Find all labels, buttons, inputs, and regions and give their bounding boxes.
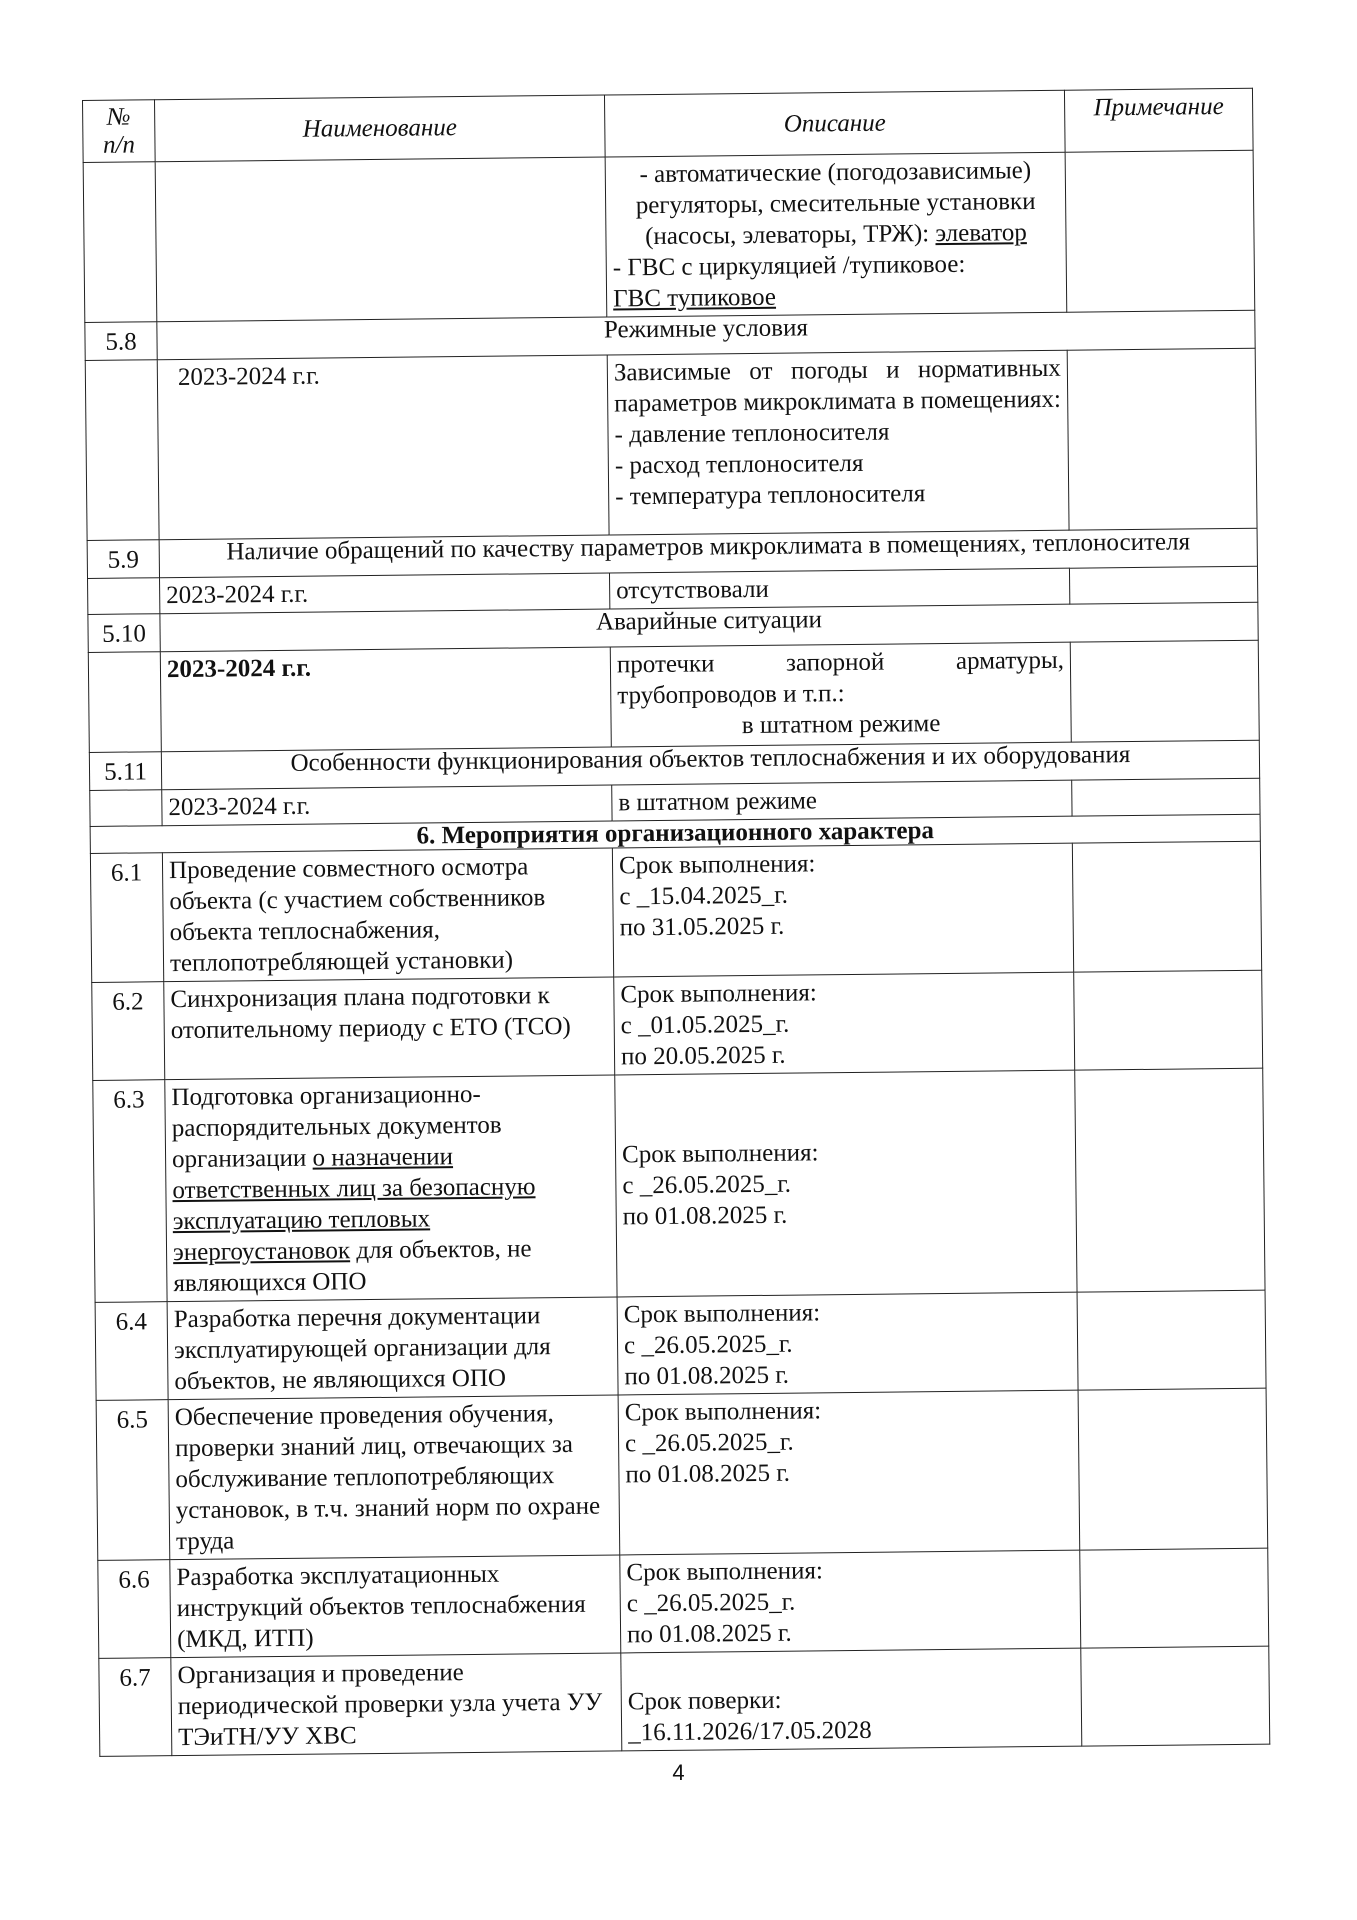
desc-text: - ГВС с циркуляцией /тупиковое:	[612, 250, 966, 282]
term-from: с _26.05.2025_г.	[624, 1428, 794, 1458]
desc-cell	[605, 152, 1067, 317]
period-cell: 2023-2024 г.г.	[157, 355, 609, 540]
desc-cell	[607, 350, 1069, 535]
period-cell: 2023-2024 г.г.	[162, 785, 612, 826]
term-cell	[614, 972, 1075, 1075]
row-number: 6.1	[90, 853, 163, 983]
table-wrapper	[82, 88, 1269, 1757]
row-number: 5.8	[85, 322, 157, 361]
name-cell: Разработка перечня документации эксплуатирующей организации для объектов, не являющихся ОПО	[167, 1297, 618, 1400]
table-row	[88, 640, 1259, 752]
table-row	[99, 1646, 1270, 1756]
header-desc: Описание	[604, 90, 1065, 157]
row-number: 6.7	[99, 1658, 172, 1757]
section-title: Наличие обращений по качеству параметров микроклимата в помещениях, теплоносителя	[159, 528, 1257, 577]
name-cell: Обеспечение проведения обучения, проверки знаний лиц, отвечающих за обслуживание теплопотребляющих установок, в т.ч. знаний норм по охране труда	[168, 1395, 620, 1560]
period-cell: 2023-2024 г.г.	[160, 573, 610, 614]
desc-text: - автоматические (погодозависимые) регуляторы, смесительные установки (насосы, элеваторы, ТРЖ):	[635, 157, 1036, 251]
name-cell	[165, 1075, 617, 1302]
row-number: 5.11	[89, 752, 161, 791]
term-to: по 31.05.2025 г.	[619, 912, 785, 942]
section-title: Аварийные ситуации	[160, 602, 1258, 651]
name-underlined: о назначении ответственных лиц за безопасную эксплуатацию тепловых энергоустановок	[172, 1143, 536, 1267]
desc-item: - расход теплоносителя	[614, 449, 864, 480]
term-from: _16.11.2026/17.05.2028	[627, 1716, 872, 1747]
desc-item: - давление теплоносителя	[614, 418, 890, 449]
name-cell: Организация и проведение периодической проверки узла учета УУ ТЭиТН/УУ ХВС	[171, 1653, 622, 1756]
row-number: 6.2	[92, 982, 165, 1081]
term-from: с _26.05.2025_г.	[622, 1170, 792, 1200]
header-note: Примечание	[1064, 88, 1253, 152]
term-from: с _26.05.2025_г.	[623, 1330, 793, 1360]
table-row	[92, 970, 1263, 1080]
term-from: с _01.05.2025_г.	[620, 1010, 790, 1040]
header-name: Наименование	[155, 95, 606, 162]
table-row	[90, 841, 1261, 982]
term-label: Срок выполнения:	[624, 1397, 822, 1427]
desc-cell: отсутствовали	[609, 568, 1069, 609]
row-number: 5.9	[87, 540, 159, 579]
term-cell	[612, 843, 1073, 977]
term-cell	[615, 1070, 1077, 1297]
term-label: Срок выполнения:	[620, 979, 817, 1009]
name-cell: Разработка эксплуатационных инструкций объектов теплоснабжения (МКД, ИТП)	[170, 1555, 621, 1658]
page-number: 4	[672, 1760, 685, 1785]
term-cell	[617, 1292, 1078, 1395]
table-row	[93, 1068, 1265, 1302]
term-to: по 01.08.2025 г.	[626, 1619, 792, 1649]
desc-cell	[610, 642, 1071, 747]
term-label: Срок выполнения:	[623, 1299, 821, 1329]
section-title: Особенности функционирования объектов теплоснабжения и их оборудования	[161, 740, 1259, 789]
term-label: Срок поверки:	[627, 1686, 782, 1716]
name-text: для объектов, не являющихся ОПО	[173, 1235, 532, 1298]
desc-value: ГВС тупиковое	[612, 283, 777, 313]
term-label: Срок выполнения:	[626, 1557, 823, 1587]
term-to: по 20.05.2025 г.	[620, 1041, 786, 1071]
table-row	[95, 1290, 1266, 1400]
table-row	[96, 1388, 1268, 1560]
measures-table	[82, 88, 1270, 1757]
desc-cell: в штатном режиме	[612, 780, 1072, 821]
row-number: 6.3	[93, 1080, 167, 1303]
desc-text: Зависимые от погоды и нормативных параметров микроклимата в помещениях:	[613, 354, 1062, 418]
term-from: с _26.05.2025_г.	[626, 1588, 796, 1618]
term-cell	[620, 1550, 1081, 1653]
header-num: № п/п	[83, 100, 156, 163]
desc-text: протечки запорной арматуры, трубопроводов и т.п.:	[616, 646, 1065, 710]
term-to: по 01.08.2025 г.	[622, 1201, 788, 1231]
name-cell: Проведение совместного осмотра объекта (с участием собственников объекта теплоснабжения, теплопотребляющей установки)	[162, 848, 613, 982]
term-label: Срок выполнения:	[618, 850, 816, 880]
table-row	[98, 1548, 1269, 1658]
section-6-title: 6. Мероприятия организационного характера	[90, 814, 1260, 853]
row-number: 6.5	[96, 1400, 170, 1561]
name-cell: Синхронизация плана подготовки к отопительному периоду с ЕТО (ТСО)	[164, 977, 615, 1080]
desc-item: - температура теплоносителя	[615, 480, 926, 511]
term-cell	[618, 1390, 1080, 1555]
term-cell	[621, 1648, 1082, 1751]
name-text: Подготовка организационно-распорядительных документов организации	[171, 1080, 502, 1174]
section-title: Режимные условия	[157, 310, 1255, 359]
table-row	[83, 150, 1255, 322]
row-number: 6.6	[98, 1560, 171, 1659]
row-number: 6.4	[95, 1302, 168, 1401]
table-row	[85, 348, 1257, 540]
desc-value: в штатном режиме	[741, 710, 941, 740]
term-to: по 01.08.2025 г.	[624, 1361, 790, 1391]
desc-value: элеватор	[935, 219, 1027, 248]
term-to: по 01.08.2025 г.	[625, 1459, 791, 1489]
term-label: Срок выполнения:	[621, 1139, 819, 1169]
row-number: 5.10	[88, 614, 160, 653]
period-cell: 2023-2024 г.г.	[160, 647, 611, 752]
term-from: с _15.04.2025_г.	[619, 881, 789, 911]
